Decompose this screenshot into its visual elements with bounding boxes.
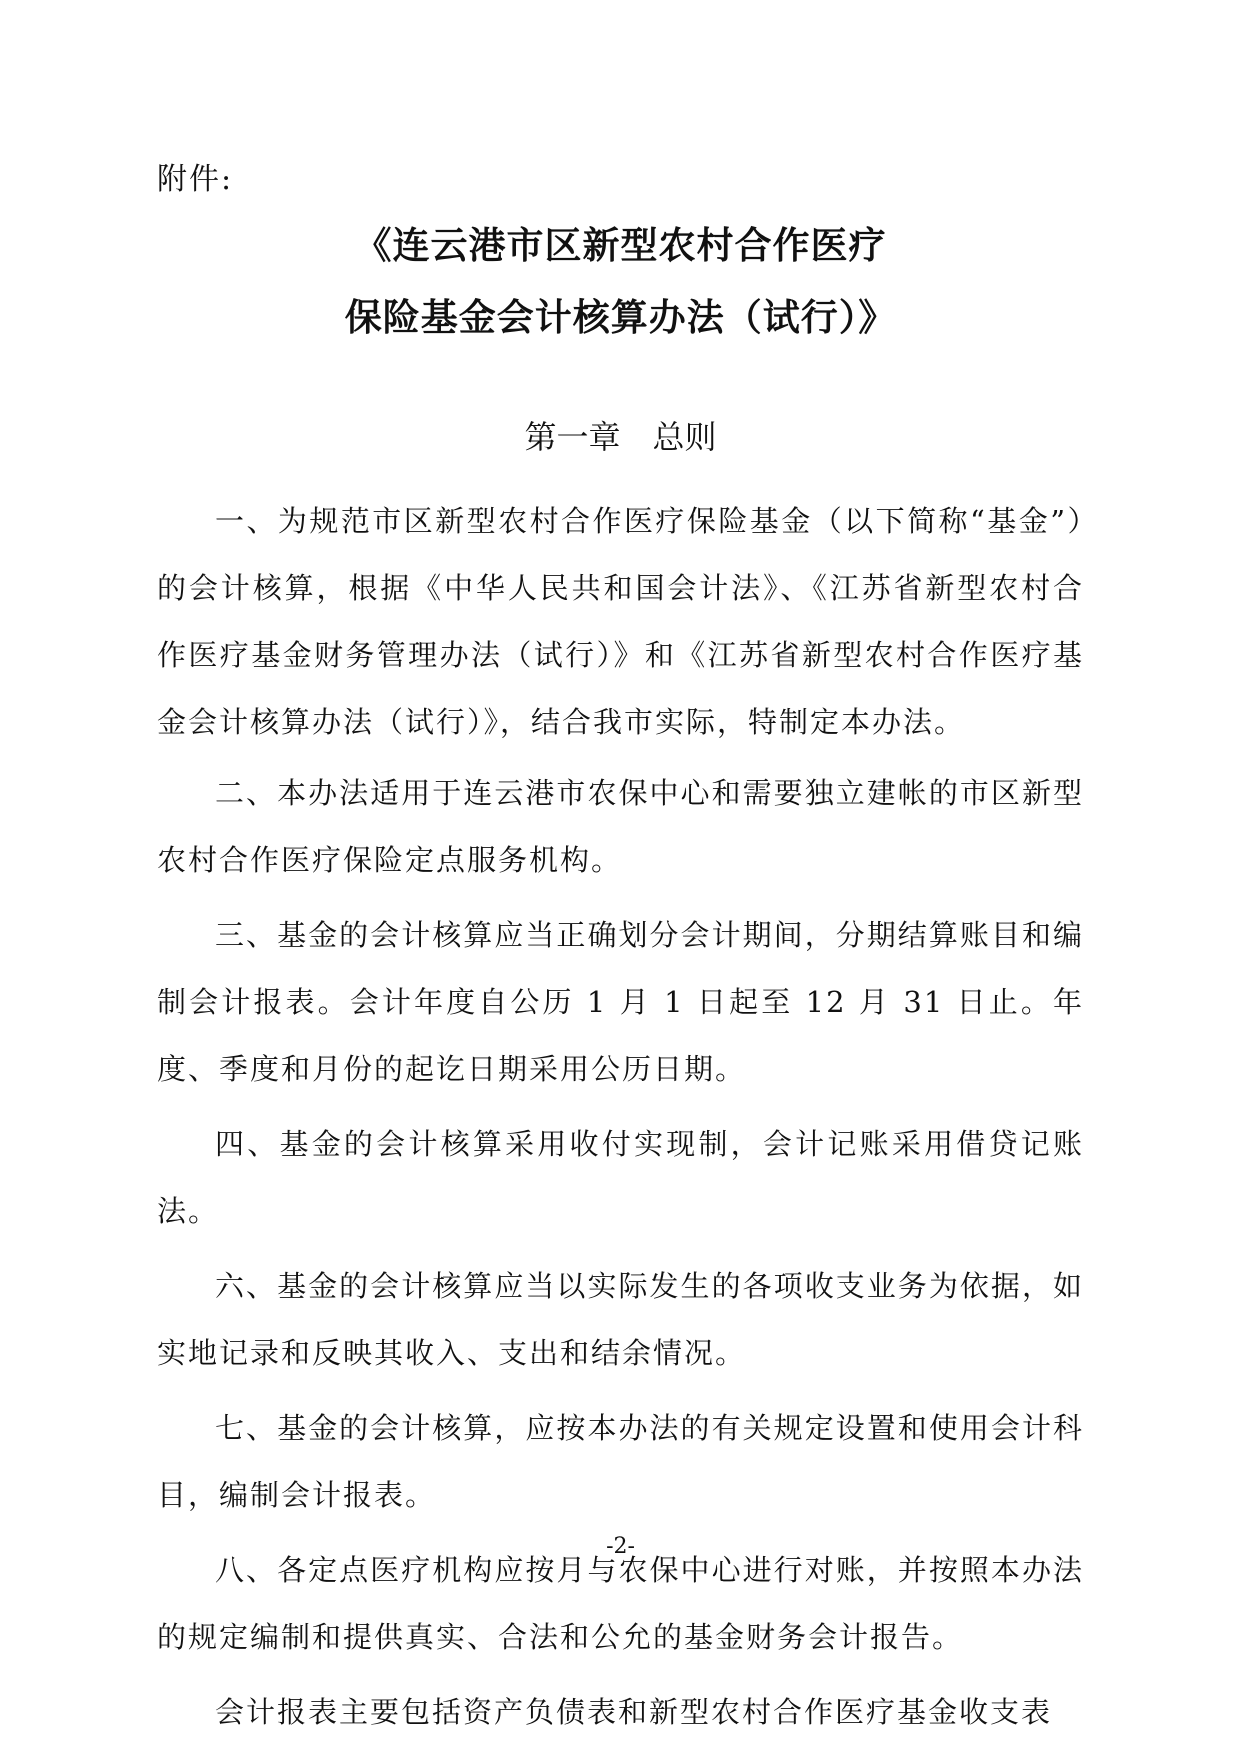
paragraph-article-6: 六、基金的会计核算应当以实际发生的各项收支业务为依据，如实地记录和反映其收入、支出和结余情况。 bbox=[157, 1269, 1084, 1370]
chapter-heading: 第一章 总则 bbox=[524, 418, 717, 456]
attachment-label: 附件: bbox=[157, 162, 234, 197]
paragraph-article-3: 三、基金的会计核算应当正确划分会计期间，分期结算账目和编制会计报表。会计年度自公历 1 月 1 日起至 12 月 31 日止。年度、季度和月份的起讫日期采用公历日期。 bbox=[157, 918, 1084, 1086]
paragraph-article-7: 七、基金的会计核算，应按本办法的有关规定设置和使用会计科目，编制会计报表。 bbox=[157, 1411, 1084, 1512]
paragraph-article-4: 四、基金的会计核算采用收付实现制，会计记账采用借贷记账法。 bbox=[157, 1127, 1084, 1228]
paragraph-report-contents: 会计报表主要包括资产负债表和新型农村合作医疗基金收支表 bbox=[215, 1695, 1053, 1729]
document-title-line-2: 保险基金会计核算办法（试行）》 bbox=[344, 296, 897, 339]
page-number: -2- bbox=[606, 1534, 635, 1559]
paragraph-article-2: 二、本办法适用于连云港市农保中心和需要独立建帐的市区新型农村合作医疗保险定点服务机构。 bbox=[157, 776, 1084, 877]
document-title-line-1: 《连云港市区新型农村合作医疗 bbox=[354, 224, 887, 267]
paragraph-article-1: 一、为规范市区新型农村合作医疗保险基金（以下简称“基金”）的会计核算，根据《中华人民共和国会计法》、《江苏省新型农村合作医疗基金财务管理办法（试行）》和《江苏省新型农村合作医疗基金会计核算办法（试行）》，结合我市实际，特制定本办法。 bbox=[157, 504, 1084, 739]
document-body bbox=[157, 488, 1084, 1754]
paragraph-article-8: 八、各定点医疗机构应按月与农保中心进行对账，并按照本办法的规定编制和提供真实、合法和公允的基金财务会计报告。 bbox=[157, 1553, 1084, 1654]
